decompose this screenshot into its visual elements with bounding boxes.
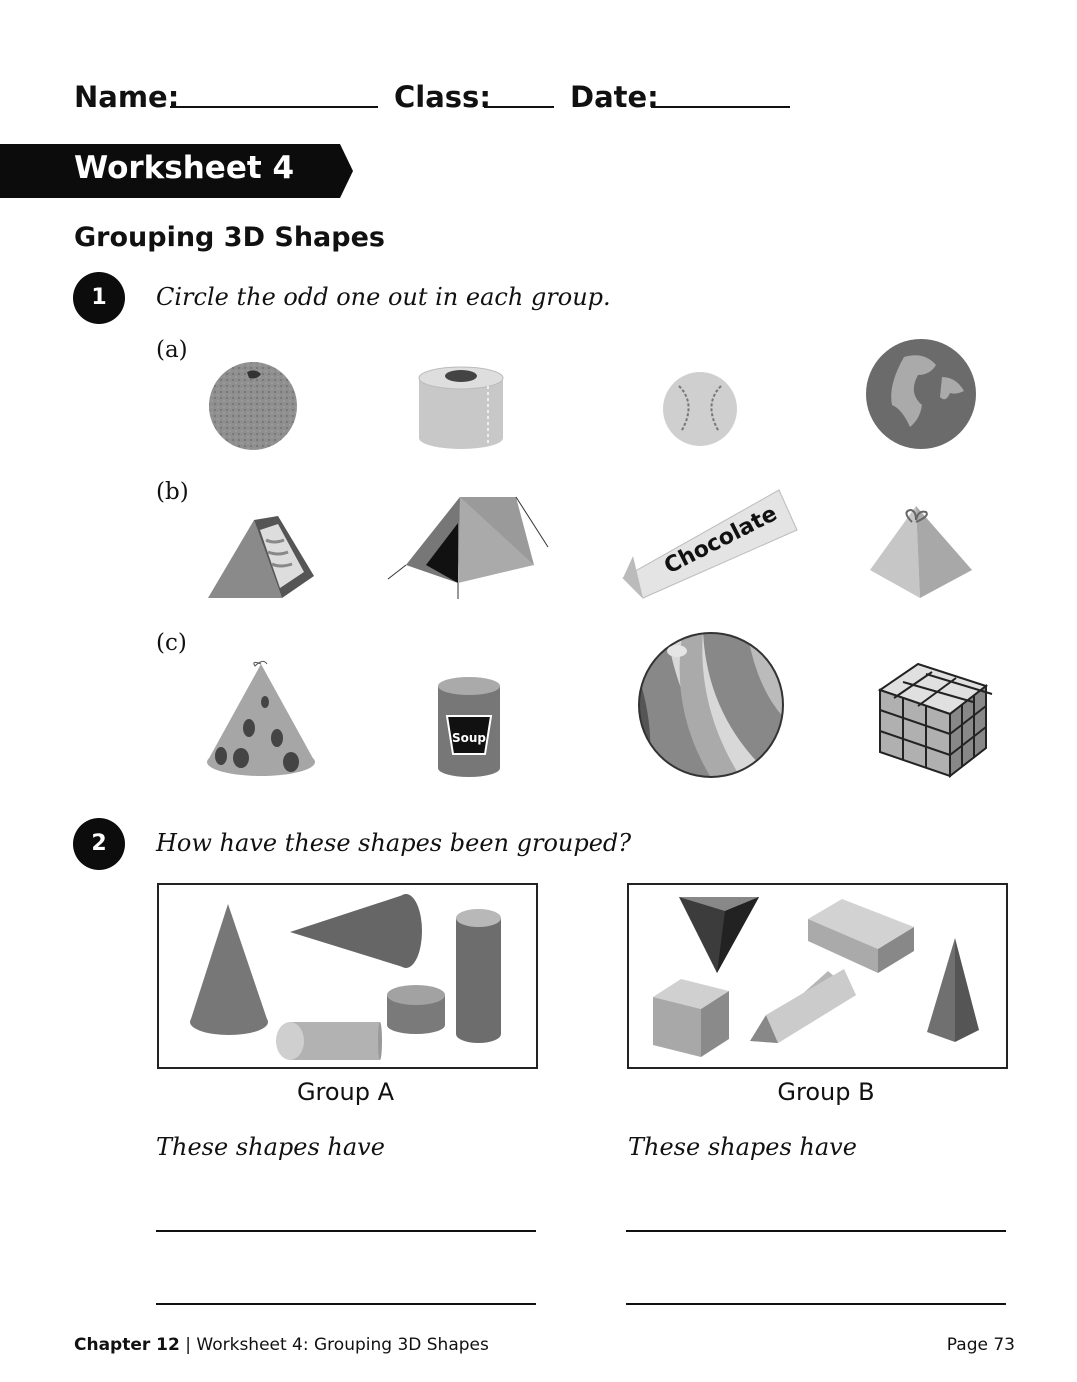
question-1-text: Circle the odd one out in each group. (156, 283, 611, 311)
beach-ball-icon[interactable] (637, 631, 785, 779)
footer-left (74, 1335, 489, 1355)
group-a-prompt: These shapes have (156, 1133, 385, 1161)
cone-icon (188, 902, 270, 1036)
part-c-label: (c) (156, 630, 187, 656)
name-label: Name: (74, 80, 180, 114)
square-pyramid-icon (925, 936, 981, 1044)
chocolate-label: Chocolate (660, 501, 782, 580)
gift-pyramid-icon[interactable] (868, 504, 974, 600)
rectangular-prism-icon (806, 897, 916, 973)
group-a-answer-line-1[interactable] (156, 1230, 536, 1232)
group-a-answer-line-2[interactable] (156, 1303, 536, 1305)
group-a-label: Group A (296, 1078, 395, 1106)
soup-label: Soup (451, 731, 487, 745)
toilet-roll-icon[interactable] (418, 366, 504, 450)
tent-icon[interactable] (388, 483, 548, 601)
group-b-answer-line-2[interactable] (626, 1303, 1006, 1305)
globe-icon[interactable] (864, 337, 978, 451)
baseball-icon[interactable] (661, 370, 739, 448)
footer-chapter: Chapter 12 (74, 1335, 180, 1355)
cube-icon (651, 977, 731, 1059)
orange-icon[interactable] (207, 360, 299, 452)
worksheet-title: Worksheet 4 (74, 150, 295, 186)
date-field[interactable] (651, 106, 790, 108)
short-cylinder-icon (385, 983, 447, 1035)
footer-worksheet-title: Worksheet 4: Grouping 3D Shapes (196, 1335, 489, 1355)
question-2-number: 2 (73, 818, 125, 870)
soup-can-icon[interactable] (437, 676, 501, 778)
cone-sideways-icon (288, 890, 426, 970)
triangular-prism-icon (748, 967, 860, 1045)
sandwich-icon[interactable] (206, 514, 316, 602)
section-subtitle: Grouping 3D Shapes (74, 222, 385, 253)
tall-cylinder-icon (455, 908, 503, 1044)
question-1-number: 1 (73, 272, 125, 324)
chocolate-bar-icon[interactable] (621, 486, 799, 600)
group-b-answer-line-1[interactable] (626, 1230, 1006, 1232)
puzzle-cube-icon[interactable] (878, 662, 988, 778)
party-hat-icon[interactable] (205, 658, 317, 778)
class-label: Class: (394, 80, 491, 114)
triangular-pyramid-icon (677, 895, 761, 975)
date-label: Date: (570, 80, 659, 114)
part-a-label: (a) (156, 337, 188, 363)
question-2-text: How have these shapes been grouped? (156, 829, 632, 857)
name-field[interactable] (170, 106, 378, 108)
lying-cylinder-icon (274, 1020, 384, 1062)
footer-separator: | (185, 1335, 191, 1355)
group-b-prompt: These shapes have (628, 1133, 857, 1161)
class-field[interactable] (484, 106, 554, 108)
footer-page: Page 73 (946, 1335, 1015, 1355)
group-b-label: Group B (777, 1078, 875, 1106)
part-b-label: (b) (156, 479, 189, 505)
